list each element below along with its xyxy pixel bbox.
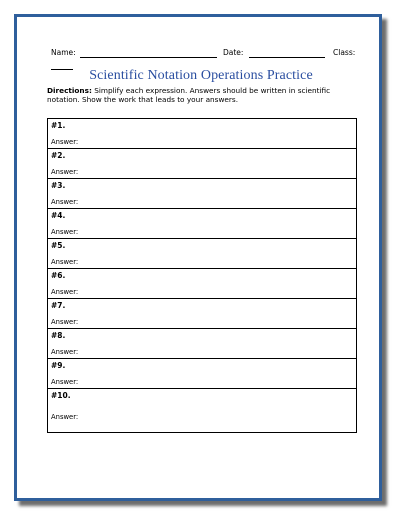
- problem-number: #9.: [51, 361, 66, 370]
- directions-label: Directions:: [47, 86, 92, 95]
- problem-number: #6.: [51, 271, 66, 280]
- name-label: Name:: [51, 48, 76, 57]
- problem-number: #7.: [51, 301, 66, 310]
- problem-number: #10.: [51, 391, 71, 400]
- answer-label: Answer:: [51, 288, 79, 296]
- date-blank: [249, 57, 325, 58]
- problem-cell: [48, 329, 356, 359]
- problem-number: #5.: [51, 241, 66, 250]
- answer-label: Answer:: [51, 198, 79, 206]
- class-label: Class:: [333, 48, 356, 57]
- worksheet-page: [14, 14, 382, 501]
- problem-cell: [48, 119, 356, 149]
- problem-number: #3.: [51, 181, 66, 190]
- directions: [47, 86, 347, 104]
- problem-number: #8.: [51, 331, 66, 340]
- directions-text: Simplify each expression. Answers should be written in scientific notation. Show the work that leads to your answers.: [47, 86, 331, 104]
- problem-number: #4.: [51, 211, 66, 220]
- problem-cell: [48, 299, 356, 329]
- problem-number: #1.: [51, 121, 66, 130]
- problem-cell: [48, 149, 356, 179]
- problem-cell: [48, 209, 356, 239]
- problem-cell: [48, 239, 356, 269]
- name-blank: [80, 57, 217, 58]
- problem-number: #2.: [51, 151, 66, 160]
- answer-label: Answer:: [51, 413, 79, 421]
- answer-label: Answer:: [51, 138, 79, 146]
- worksheet-title: Scientific Notation Operations Practice: [89, 68, 313, 83]
- problem-cell: [48, 389, 356, 432]
- problem-table: [47, 118, 357, 433]
- answer-label: Answer:: [51, 168, 79, 176]
- date-label: Date:: [223, 48, 244, 57]
- problem-cell: [48, 269, 356, 299]
- answer-label: Answer:: [51, 318, 79, 326]
- problem-cell: [48, 359, 356, 389]
- answer-label: Answer:: [51, 258, 79, 266]
- answer-label: Answer:: [51, 228, 79, 236]
- answer-label: Answer:: [51, 348, 79, 356]
- answer-label: Answer:: [51, 378, 79, 386]
- problem-cell: [48, 179, 356, 209]
